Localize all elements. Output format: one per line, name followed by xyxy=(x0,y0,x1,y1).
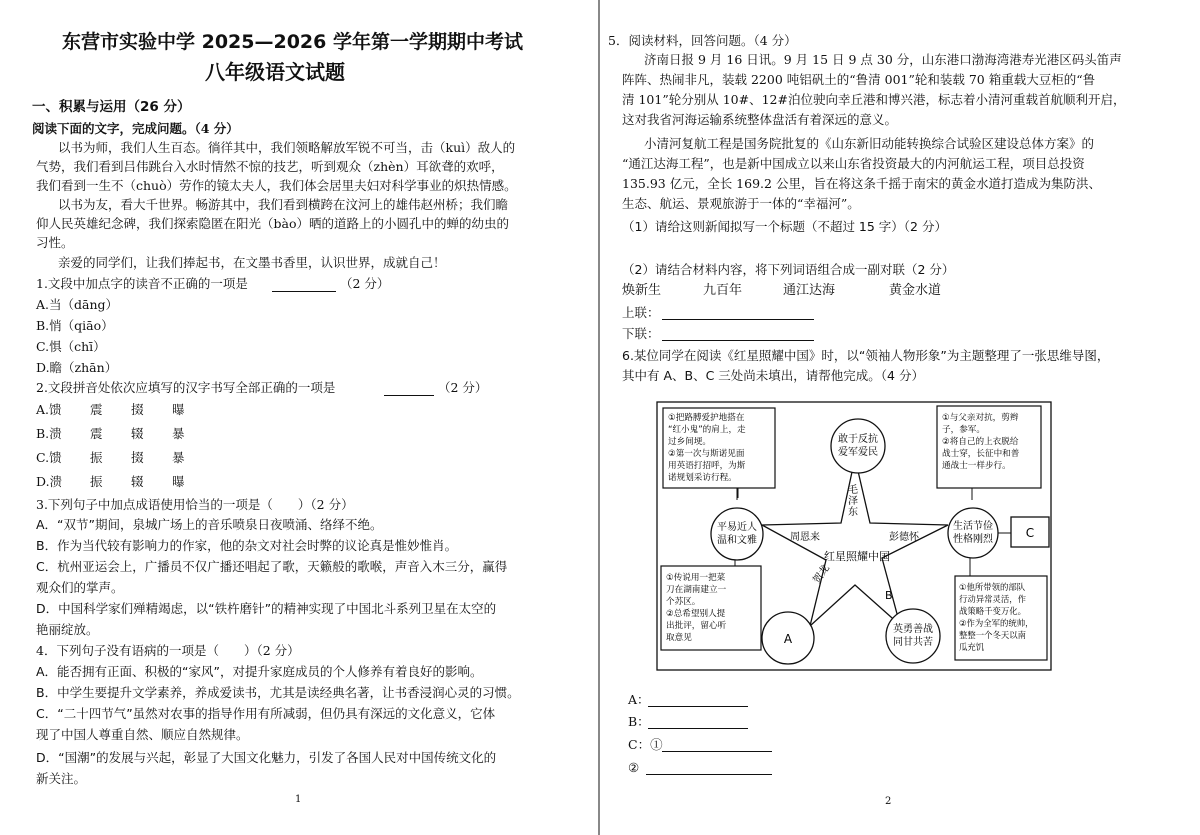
circle-text: 爱军爱民 xyxy=(838,447,878,458)
q4-option: B．中学生要提升文学素养，养成爱读书，尤其是读经典名著，让书香浸润心灵的习惯。 xyxy=(36,685,520,700)
detail-text: ①把路膊爱护地搭在 “红小鬼”的肩上，走 过乡间埂。 ②第一次与斯诺见面 用英语打招呼，为斯 诺规划采访行程。 xyxy=(668,413,746,483)
news-line: 生态、航运、景观旅游于一体的“幸福河”。 xyxy=(622,196,860,211)
trait-circle-right xyxy=(948,508,998,558)
news-line: 这对我省河海运输系统整体盘活有着深远的意义。 xyxy=(622,112,898,127)
circle-text: 敢于反抗 xyxy=(838,434,878,445)
q3-option: C．杭州亚运会上，广播员不仅广播还唱起了歌，天籁般的歌喉，声音入木三分，赢得 xyxy=(36,559,508,574)
section-heading: 一、积累与运用（26 分） xyxy=(32,99,191,115)
q4-option: 现了中国人尊重自然、顺应自然规律。 xyxy=(36,727,249,742)
circle-text: 平易近人 xyxy=(717,522,757,533)
q2-option-char: 辍 xyxy=(131,426,144,441)
news-line: 清 101”轮分别从 10#、12#泊位驶向幸丘港和博兴港，标志着小清河重载首航顺利开启， xyxy=(622,92,1126,107)
answer-label-b: B： xyxy=(628,714,650,729)
question-2-stem: 2.文段拼音处依次应填写的汉字书写全部正确的一项是 xyxy=(36,380,336,395)
xialian-blank[interactable] xyxy=(662,339,814,341)
circle-text: 英勇善战 xyxy=(893,624,933,635)
couplet-word: 黄金水道 xyxy=(889,283,942,298)
q3-option: B．作为当代较有影响力的作家，他的杂文对社会时弊的议论真是惟妙惟肖。 xyxy=(36,538,458,553)
leader-name-char: 毛 xyxy=(848,485,858,496)
trait-circle-left xyxy=(711,508,763,560)
news-line: 小清河复航工程是国务院批复的《山东新旧动能转换综合试验区建设总体方案》的 xyxy=(644,136,1095,151)
question-1-stem: 1.文段中加点字的读音不正确的一项是 xyxy=(36,276,248,291)
circle-text: 温和文雅 xyxy=(717,535,757,546)
q2-option-char: D.溃 xyxy=(36,474,63,489)
question-6-stem: 6.某位同学在阅读《红星照耀中国》时，以“领袖人物形象”为主题整理了一张思维导图， xyxy=(622,348,1110,363)
q2-option-char: C.馈 xyxy=(36,450,62,465)
q2-option-char: 曝 xyxy=(172,402,185,417)
q4-option: 新关注。 xyxy=(36,771,87,786)
box-c-label: C xyxy=(1025,526,1035,540)
q3-option: D．中国科学家们殚精竭虑，以“铁杵磨针”的精神实现了中国北斗系列卫星在太空的 xyxy=(36,601,497,616)
q3-option: 观众们的掌声。 xyxy=(36,580,124,595)
trait-circle-bottom-right xyxy=(886,609,940,663)
answer-blank-c1[interactable] xyxy=(662,750,772,752)
circle-text: 性格刚烈 xyxy=(953,534,993,545)
news-line: “通江达海工程”，也是新中国成立以来山东省投资最大的内河航运工程，项目总投资 xyxy=(622,156,1085,171)
question-3-stem: 3.下列句子中加点成语使用恰当的一项是（ ）（2 分） xyxy=(36,497,354,512)
question-2-score: （2 分） xyxy=(438,380,488,395)
q2-option-char: 震 xyxy=(90,426,103,441)
passage-line: 仰人民英雄纪念碑，我们探索隐匿在阳光（bào）晒的道路上的小圆孔中的蝉的幼虫的 xyxy=(36,216,509,231)
circle-text: 生活节俭 xyxy=(953,521,993,532)
q2-option-char: A.馈 xyxy=(36,402,62,417)
q1-option: A.当（dāng） xyxy=(36,297,119,312)
shanglian-blank[interactable] xyxy=(662,318,814,320)
q2-option-char: 振 xyxy=(90,450,103,465)
leader-name-b: B xyxy=(885,589,893,602)
q1-option: D.瞻（zhān） xyxy=(36,360,118,375)
detail-box-bottom-left xyxy=(661,566,761,650)
q2-option-char: 振 xyxy=(90,474,103,489)
q2-option-char: 曝 xyxy=(172,474,185,489)
trait-circle-top xyxy=(831,419,885,473)
answer-blank[interactable] xyxy=(272,290,336,292)
answer-blank-c2[interactable] xyxy=(646,773,772,775)
passage-line: 以书为友，看大千世界。畅游其中，我们看到横跨在汶河上的雄伟赵州桥；我们瞻 xyxy=(58,197,509,212)
q4-option: D．“国潮”的发展与兴起，彰显了大国文化魅力，引发了各国人民对中国传统文化的 xyxy=(36,750,497,765)
detail-box-top-right xyxy=(937,406,1041,488)
leader-name-mao-vertical xyxy=(848,484,858,518)
news-line: 阵阵、热闹非凡，装载 2200 吨铝矾土的“鲁清 001”轮和装载 70 箱重载大豆柜的“鲁 xyxy=(622,72,1096,87)
q1-option: B.悄（qiāo） xyxy=(36,318,114,333)
passage-line: 习性。 xyxy=(36,235,74,250)
circle-text: A xyxy=(783,632,793,646)
question-4-stem: 4．下列句子没有语病的一项是（ ）（2 分） xyxy=(36,643,300,658)
q3-option: 艳丽绽放。 xyxy=(36,622,99,637)
passage-line: 亲爱的同学们，让我们捧起书，在文墨书香里，认识世界，成就自己！ xyxy=(58,255,446,270)
xialian-label: 下联： xyxy=(622,326,660,341)
couplet-word: 焕新生 xyxy=(622,283,662,298)
page-number: 1 xyxy=(295,794,302,805)
q2-option-char: 暴 xyxy=(172,450,185,465)
center-title: 红星照耀中国 xyxy=(824,550,890,563)
q2-option-char: 掇 xyxy=(131,450,144,465)
leader-name-peng: 彭德怀 xyxy=(889,532,919,543)
question-5-2: （2）请结合材料内容，将下列词语组合成一副对联（2 分） xyxy=(622,262,955,277)
question-1-score: （2 分） xyxy=(340,276,390,291)
question-5-stem: 5．阅读材料，回答问题。（4 分） xyxy=(608,33,797,48)
mind-map xyxy=(655,400,1055,675)
leader-name-char: 东 xyxy=(848,507,858,518)
circle-text: 同甘共苦 xyxy=(893,637,933,648)
detail-box-top-left xyxy=(663,408,775,488)
detail-box-bottom-right xyxy=(955,576,1047,660)
passage-line: 以书为师，我们人生百态。徜徉其中，我们领略解放军锐不可当，击（kuì）敌人的 xyxy=(58,140,516,155)
leader-name-zhou: 周恩来 xyxy=(790,532,820,543)
answer-blank-a[interactable] xyxy=(648,705,748,707)
detail-text: ①他所带领的部队 行动异常灵活，作 战策略千变万化。 ②作为全军的统帅， 整整一个冬天以南 瓜充饥 xyxy=(959,582,1034,652)
q2-option-char: 辍 xyxy=(131,474,144,489)
q2-option-char: 掇 xyxy=(131,402,144,417)
answer-label-a: A： xyxy=(628,692,650,707)
q3-option: A．“双节”期间，泉城广场上的音乐喷泉日夜喷涌、络绎不绝。 xyxy=(36,517,383,532)
q4-option: A．能否拥有正面、积极的“家风”，对提升家庭成员的个人修养有着良好的影响。 xyxy=(36,664,483,679)
q1-option: C.惧（chī） xyxy=(36,339,106,354)
leader-name-he: 贺龙 xyxy=(811,563,832,586)
answer-label-c2: ② xyxy=(628,760,640,775)
q2-option-char: 震 xyxy=(90,402,103,417)
question-5-1: （1）请给这则新闻拟写一个标题（不超过 15 字）（2 分） xyxy=(622,219,947,234)
q2-option-char: 暴 xyxy=(172,426,185,441)
detail-text: ①与父亲对抗，剪辫 子，参军。 ②将自己的上衣脱给 战士穿，长征中和普 通战士一样步行。 xyxy=(942,413,1020,471)
passage-line: 气势，我们看到吕伟跳台入水时情然不惊的技艺，听到观众（zhèn）耳欲聋的欢呼， xyxy=(36,159,504,174)
news-line: 济南日报 9 月 16 日讯。9 月 15 日 9 点 30 分，山东港口渤海湾港寿光港区码头笛声 xyxy=(644,52,1122,67)
exam-title: 东营市实验中学 2025—2026 学年第一学期期中考试 xyxy=(62,31,523,53)
news-line: 135.93 亿元，全长 169.2 公里，旨在将这条千摇于南宋的黄金水道打造成为集防洪、 xyxy=(622,176,1101,191)
shanglian-label: 上联： xyxy=(622,305,660,320)
q4-option: C．“二十四节气”虽然对农事的指导作用有所减弱，但仍具有深远的文化意义，它体 xyxy=(36,706,496,721)
couplet-word: 通江达海 xyxy=(783,283,836,298)
page-number: 2 xyxy=(885,796,892,807)
reading-intro: 阅读下面的文字，完成问题。（4 分） xyxy=(32,121,239,136)
q2-option-char: B.溃 xyxy=(36,426,62,441)
passage-line: 我们看到一生不（chuò）劳作的镜太夫人，我们体会居里夫妇对科学事业的炽热情感。 xyxy=(36,178,517,193)
answer-label-c1: C：① xyxy=(628,737,663,752)
exam-subtitle: 八年级语文试题 xyxy=(205,60,345,84)
question-6-stem-2: 其中有 A、B、C 三处尚未填出，请帮他完成。（4 分） xyxy=(622,368,924,383)
detail-text: ①传说用一把菜 刀在湖南建立一 个苏区。 ②总希望别人提 出批评，留心听 取意见 xyxy=(666,573,727,643)
answer-blank[interactable] xyxy=(384,394,434,396)
leader-name-char: 泽 xyxy=(848,496,858,507)
couplet-word: 九百年 xyxy=(703,283,743,298)
answer-blank-b[interactable] xyxy=(648,727,748,729)
